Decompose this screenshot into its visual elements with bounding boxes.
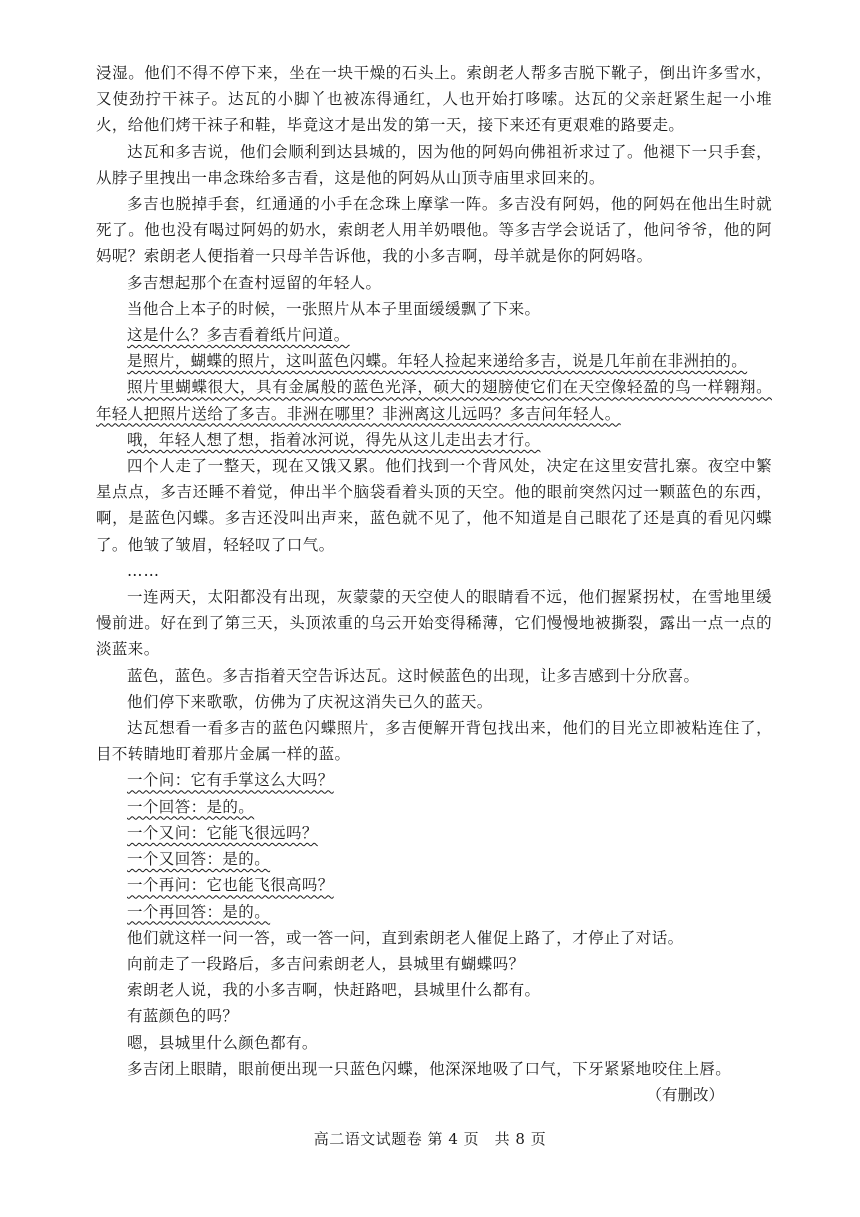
- dialogue-line-5: 一个再问：它也能飞很高吗？: [127, 876, 334, 895]
- document-body: [96, 60, 772, 1108]
- paragraph-15: 达瓦想看一看多吉的蓝色闪蝶照片，多吉便解开背包找出来，他们的目光立即被粘连住了，目不转睛地盯着那片金属一样的蓝。: [96, 719, 772, 764]
- dialogue-line-2: 一个回答：是的。: [127, 797, 255, 816]
- dialogue-line-4: 一个又回答：是的。: [127, 850, 271, 869]
- paragraph-13: 蓝色，蓝色。多吉指着天空告诉达瓦。这时候蓝色的出现，让多吉感到十分欣喜。: [127, 666, 700, 685]
- underlined-paragraph-8: 照片里蝴蝶很大，具有金属般的蓝色光泽，硕大的翅膀使它们在天空像轻盈的鸟一样翱翔。年轻人把照片送给了多吉。非洲在哪里？非洲离这儿远吗？多吉问年轻人。: [96, 378, 772, 423]
- dialogue-line-1: 一个问：它有手掌这么大吗？: [127, 771, 334, 790]
- paragraph-26: 嗯，县城里什么颜色都有。: [127, 1033, 318, 1052]
- paragraph-24: 索朗老人说，我的小多吉啊，快赶路吧，县城里什么都有。: [127, 981, 541, 1000]
- paragraph-25: 有蓝颜色的吗？: [127, 1007, 239, 1026]
- underlined-paragraph-9: 哦，年轻人想了想，指着冰河说，得先从这儿走出去才行。: [127, 430, 541, 449]
- paragraph-27: 多吉闭上眼睛，眼前便出现一只蓝色闪蝶，他深深地吸了口气，下牙紧紧地咬住上唇。: [127, 1059, 732, 1078]
- dialogue-line-6: 一个再回答：是的。: [127, 902, 271, 921]
- page-footer: 高二语文试题卷 第 4 页 共 8 页: [313, 1130, 547, 1148]
- paragraph-14: 他们停下来歌歌，仿佛为了庆祝这消失已久的蓝天。: [127, 692, 493, 711]
- ellipsis-paragraph: ……: [127, 561, 160, 580]
- paragraph-1: 浸湿。他们不得不停下来，坐在一块干燥的石头上。索朗老人帮多吉脱下靴子，倒出许多雪水，又使劲拧干袜子。达瓦的小脚丫也被冻得通红，人也开始打哆嗦。达瓦的父亲赶紧生起一小堆火，给他们烤干袜子和鞋，毕竟这才是出发的第一天，接下来还有更艰难的路要走。: [96, 64, 772, 135]
- paragraph-4: 多吉想起那个在查村逗留的年轻人。: [127, 273, 382, 292]
- dialogue-line-3: 一个又问：它能飞很远吗？: [127, 823, 318, 842]
- underlined-paragraph-7: 是照片，蝴蝶的照片，这叫蓝色闪蝶。年轻人捡起来递给多吉，说是几年前在非洲拍的。: [127, 352, 748, 371]
- paragraph-10: 四个人走了一整天，现在又饿又累。他们找到一个背风处，决定在这里安营扎寨。夜空中繁星点点，多吉还睡不着觉，伸出半个脑袋看着头顶的天空。他的眼前突然闪过一颗蓝色的东西，啊，是蓝色闪蝶。多吉还没叫出声来，蓝色就不见了，他不知道是自己眼花了还是真的看见闪蝶了。他皱了皱眉，轻轻叹了口气。: [96, 457, 772, 554]
- paragraph-3: 多吉也脱掉手套，红通通的小手在念珠上摩挲一阵。多吉没有阿妈，他的阿妈在他出生时就死了。他也没有喝过阿妈的奶水，索朗老人用羊奶喂他。等多吉学会说话了，他问爷爷，他的阿妈呢？索朗老人便指着一只母羊告诉他，我的小多吉啊，母羊就是你的阿妈咯。: [96, 195, 772, 266]
- underlined-paragraph-6: 这是什么？多吉看着纸片问道。: [127, 326, 350, 345]
- source-note: （有删改）: [646, 1085, 724, 1104]
- paragraph-23: 向前走了一段路后，多吉问索朗老人，县城里有蝴蝶吗？: [127, 954, 525, 973]
- paragraph-5: 当他合上本子的时候，一张照片从本子里面缓缓飘了下来。: [127, 299, 541, 318]
- paragraph-22: 他们就这样一问一答，或一答一问，直到索朗老人催促上路了，才停止了对话。: [127, 928, 684, 947]
- paragraph-12: 一连两天，太阳都没有出现，灰蒙蒙的天空使人的眼睛看不远，他们握紧拐杖，在雪地里缓慢前进。好在到了第三天，头顶浓重的乌云开始变得稀薄，它们慢慢地被撕裂，露出一点一点的淡蓝来。: [96, 588, 772, 659]
- paragraph-2: 达瓦和多吉说，他们会顺利到达县城的，因为他的阿妈向佛祖祈求过了。他褪下一只手套，从脖子里拽出一串念珠给多吉看，这是他的阿妈从山顶寺庙里求回来的。: [96, 142, 772, 187]
